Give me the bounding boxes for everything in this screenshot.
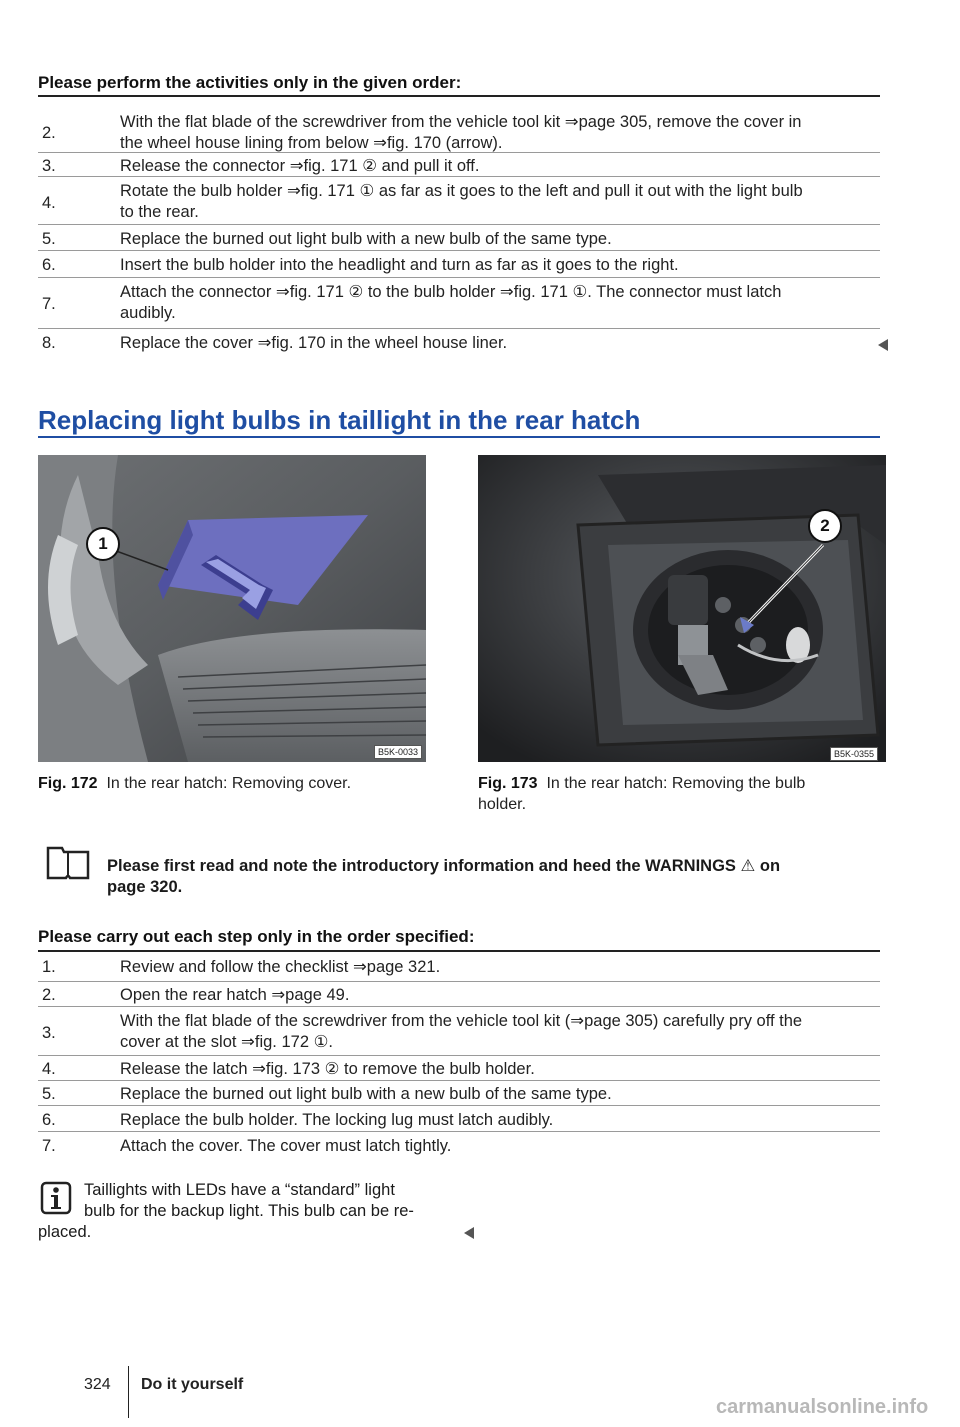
figure-code: B5K-0033 (374, 745, 422, 759)
step-number: 7. (42, 295, 56, 313)
intro-note: Please first read and note the introductory information and heed the WARNINGS ⚠ on page 320. (107, 857, 781, 896)
order-heading-2: Please carry out each step only in the order specified: (38, 927, 475, 946)
step-text: Release the connector ⇒fig. 171 ② and pull it off. (120, 157, 480, 175)
step-text: Review and follow the checklist ⇒page 321. (120, 958, 441, 976)
section-end-marker-icon (878, 339, 888, 351)
step-item (42, 112, 880, 156)
step-text: Replace the burned out light bulb with a new bulb of the same type. (120, 230, 612, 248)
step-number: 4. (42, 1060, 56, 1078)
step-text: Attach the connector ⇒fig. 171 ② to the bulb holder ⇒fig. 171 ①. The connector must latch audibly. (120, 283, 782, 322)
divider (38, 328, 880, 329)
step-item (42, 282, 880, 326)
divider (38, 1080, 880, 1081)
step-number: 5. (42, 1085, 56, 1103)
step-text: Replace the cover ⇒fig. 170 in the wheel house liner. (120, 334, 508, 352)
figure-code: B5K-0355 (830, 747, 878, 761)
step-text: With the flat blade of the screwdriver from the vehicle tool kit ⇒page 305, remove the cover in the wheel house lining from below ⇒fig. 170 (arrow). (120, 113, 802, 152)
divider (38, 1131, 880, 1132)
step-number: 6. (42, 256, 56, 274)
step-text: Open the rear hatch ⇒page 49. (120, 986, 350, 1004)
chapter-title: Do it yourself (141, 1376, 244, 1393)
step-number: 3. (42, 1024, 56, 1042)
step-item (42, 181, 880, 225)
section-title-rule (38, 436, 880, 438)
info-note-continued: placed. (38, 1223, 92, 1241)
step-text: Replace the bulb holder. The locking lug must latch audibly. (120, 1111, 554, 1129)
info-icon (40, 1181, 72, 1215)
step-text: Attach the cover. The cover must latch tightly. (120, 1137, 452, 1155)
step-text: Insert the bulb holder into the headlight and turn as far as it goes to the right. (120, 256, 679, 274)
step-item (42, 1011, 880, 1055)
step-text: Replace the burned out light bulb with a new bulb of the same type. (120, 1085, 612, 1103)
divider (38, 1006, 880, 1007)
figure-173-image (478, 455, 886, 762)
step-number: 4. (42, 194, 56, 212)
watermark: carmanualsonline.info (716, 1396, 929, 1418)
footer-divider (128, 1366, 129, 1418)
divider (38, 250, 880, 251)
step-number: 2. (42, 986, 56, 1004)
step-text: Rotate the bulb holder ⇒fig. 171 ① as far as it goes to the left and pull it out with the light bulb to the rear. (120, 182, 803, 221)
divider (38, 176, 880, 177)
figure-173-caption: Fig. 173 In the rear hatch: Removing the bulb holder. (478, 775, 806, 813)
section-title: Replacing light bulbs in taillight in the rear hatch (38, 405, 641, 435)
order-heading-1: Please perform the activities only in the given order: (38, 73, 462, 92)
figure-172-image (38, 455, 426, 762)
step-number: 3. (42, 157, 56, 175)
step-number: 6. (42, 1111, 56, 1129)
figure-172-caption: Fig. 172 In the rear hatch: Removing cover. (38, 775, 352, 792)
step-number: 8. (42, 334, 56, 352)
divider (38, 1055, 880, 1056)
step-text: With the flat blade of the screwdriver from the vehicle tool kit (⇒page 305) carefully pry off the cover at the slot ⇒fig. 172 ①. (120, 1012, 803, 1051)
section-end-marker-icon (464, 1227, 474, 1239)
divider (38, 152, 880, 153)
callout-2: 2 (808, 509, 842, 543)
step-number: 7. (42, 1137, 56, 1155)
divider (38, 277, 880, 278)
info-note: Taillights with LEDs have a “standard” light bulb for the backup light. This bulb can be re- (84, 1181, 414, 1220)
callout-1: 1 (86, 527, 120, 561)
heading-rule-1 (38, 95, 880, 97)
page-number: 324 (84, 1376, 111, 1393)
divider (38, 1105, 880, 1106)
heading-rule-2 (38, 950, 880, 952)
step-text: Release the latch ⇒fig. 173 ② to remove the bulb holder. (120, 1060, 535, 1078)
step-number: 1. (42, 958, 56, 976)
book-icon (42, 842, 94, 884)
divider (38, 224, 880, 225)
divider (38, 981, 880, 982)
step-number: 5. (42, 230, 56, 248)
step-number: 2. (42, 124, 56, 142)
